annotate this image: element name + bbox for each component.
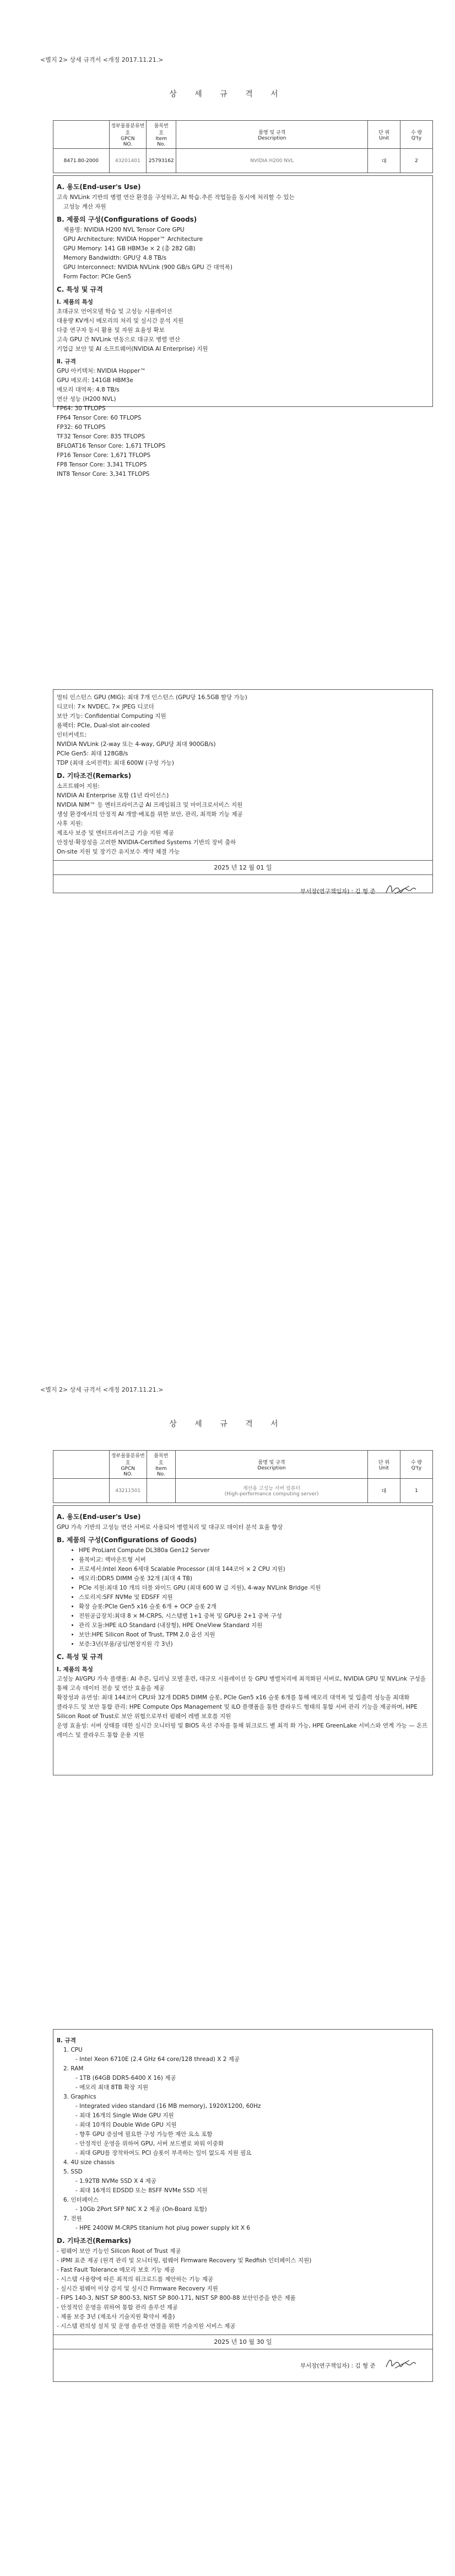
doc1-title: 상 세 규 격 서 xyxy=(169,90,286,99)
table-cell: 대 xyxy=(367,1479,400,1503)
list-item: • 보증:3년(부품/공임/현장지원 각 3년) xyxy=(79,1640,429,1649)
text-line: TF32 Tensor Core: 835 TFLOPS xyxy=(57,433,145,440)
table-header-cell: 수 량 Q'ty xyxy=(400,1451,432,1479)
doc2-body-page2 xyxy=(53,2029,433,2382)
table-cell: 43211501 xyxy=(109,1479,147,1503)
std-subtitle: Ⅱ. 규격 xyxy=(57,358,76,365)
list-item: - 메모리 최대 8TB 확장 지원 xyxy=(75,2084,149,2091)
text-line: FP8 Tensor Core: 3,341 TFLOPS xyxy=(57,461,147,468)
text-line: GPU 메모리: 141GB HBM3e xyxy=(57,377,133,384)
text-line: 제조사 보증 및 엔터프라이즈급 기술 지원 제공 xyxy=(57,830,174,836)
list-item: - 최대 10개의 Double Wide GPU 지원 xyxy=(75,2122,177,2128)
text-line: GPU Architecture: NVIDIA Hopper™ Architecture xyxy=(63,236,203,243)
list-item: • 스토리지:SFF NVMe 및 EDSFF 지원 xyxy=(79,1593,429,1602)
text-line: 다중 연구자 동시 활용 및 자원 효율성 확보 xyxy=(57,327,165,334)
signer-label: 부서장(연구책임자) : 김 형 준 xyxy=(300,888,376,895)
text-line: TDP (최대 소비전력): 최대 600W (구성 가능) xyxy=(57,760,174,766)
text-line: 안정성·확장성을 고려한 NVIDIA-Certified Systems 기반의 장비 출하 xyxy=(57,839,236,846)
remarks-title: D. 기타조건(Remarks) xyxy=(57,2237,132,2245)
list-heading: 4. 4U size chassis xyxy=(63,2159,115,2166)
table-cell: 계산용 고성능 서버 컴퓨터 (High-performance computing server) xyxy=(176,1479,368,1503)
text-line: 연산 성능 (H200 NVL) xyxy=(57,396,116,402)
text-line: - 안정적인 운영을 위하여 통합 관리 솔루션 제공 xyxy=(57,2304,178,2311)
text-para: 운영 효율성: 서버 상태를 대한 실시간 모니터링 및 BIOS 옥션 주차를 통해 워크로드 별 최적 화 가능, HPE GreenLake 서비스와 연계 가능 — 온프레미스 및 클라우드 통합 운용 지원 xyxy=(57,1722,428,1738)
text-line: NVIDIA NIM™ 등 엔터프라이즈급 AI 프레임워크 및 마이크로서비스 지원 xyxy=(57,802,243,808)
table-cell: 대 xyxy=(368,149,400,173)
signature-icon xyxy=(384,2357,417,2375)
text-line: 소프트웨어 지원: xyxy=(57,783,100,790)
text-line: 제품명: NVIDIA H200 NVL Tensor Core GPU xyxy=(63,227,185,233)
text-line: INT8 Tensor Core: 3,341 TFLOPS xyxy=(57,471,150,477)
text-line: On-site 지원 및 장기간 유지보수 계약 체결 가능 xyxy=(57,849,180,855)
spec-title: C. 특성 및 규격 xyxy=(57,286,103,293)
usage-title: A. 용도(End-user's Use) xyxy=(57,183,141,191)
text-line: - iPMI 표준 제공 (원격 관리 및 모니터링, 펌웨어 Firmware Recovery 및 Redfish 인터페이스 지원) xyxy=(57,2257,312,2264)
date: 2025 년 10 월 30 일 xyxy=(53,2334,432,2349)
list-heading: 2. RAM xyxy=(63,2065,84,2072)
std-subtitle: Ⅱ. 규격 xyxy=(57,2037,76,2044)
table-cell: 25793162 xyxy=(147,149,176,173)
table-cell: NVIDIA H200 NVL xyxy=(176,149,368,173)
signer-label: 부서장(연구책임자) : 김 형 준 xyxy=(300,2363,376,2369)
list-heading: 3. Graphics xyxy=(63,2094,96,2100)
list-item: - Intel Xeon 6710E (2.4 GHz 64 core/128 thread) X 2 제공 xyxy=(75,2056,240,2063)
text-line: Form Factor: PCIe Gen5 xyxy=(63,273,132,280)
doc1-body xyxy=(53,175,433,477)
text-line: FP64 Tensor Core: 60 TFLOPS xyxy=(57,415,142,421)
list-item: • 메모리:DDR5 DIMM 슬롯 32개 (최대 4 TB) xyxy=(79,1574,429,1584)
text-line: - FIPS 140-3, NIST SP 800-53, NIST SP 800-171, NIST SP 800-88 보안인증을 받은 제품 xyxy=(57,2295,296,2301)
text-line: GPU Interconnect: NVIDIA NVLink (900 GB/s GPU 간 대역폭) xyxy=(63,264,233,271)
list-heading: 6. 인터페이스 xyxy=(63,2197,99,2203)
text-line: 사후 지원: xyxy=(57,820,83,827)
table-header-cell: 품명 및 규격 Description xyxy=(176,1451,368,1479)
text-line: FP16 Tensor Core: 1,671 TFLOPS xyxy=(57,452,151,459)
text-line: NVIDIA AI Enterprise 포함 (1년 라이선스) xyxy=(57,792,169,799)
table-header-cell: 정부물품분류번호 GPCN NO. xyxy=(109,1451,147,1479)
config-title: B. 제품의 구성(Configurations of Goods) xyxy=(57,216,197,223)
table-header-cell: 품목번 호 Item No. xyxy=(147,121,176,149)
list-item: - 안정적인 운영을 위하여 GPU, 서버 보드별로 파워 이중화 xyxy=(75,2140,224,2147)
table-cell: 8471.80-2000 xyxy=(53,149,110,173)
list-item: • 프로세서:Intel Xeon 6세대 Scalable Processor (최대 144코어 × 2 CPU 지원) xyxy=(79,1565,429,1574)
std-list xyxy=(57,2046,429,2233)
feature-subtitle: Ⅰ. 제품의 특성 xyxy=(57,299,93,305)
doc2-body xyxy=(53,1505,433,1775)
list-item: • HPE ProLiant Compute DL380a Gen12 Server xyxy=(79,1546,429,1555)
doc1-body-page2 xyxy=(53,689,433,893)
text-line: GPU 가속 기반의 고성능 연산 서버로 사용되어 병렬처리 및 대규모 데이터 분석 효율 향상 xyxy=(57,1524,283,1531)
doc1-header: <별지 2> 상세 규격서 <개정 2017.11.21.> xyxy=(40,56,164,63)
text-line: 고속 NVLink 기반의 병렬 연산 환경을 구성하고, AI 학습․추론 작업들을 동시에 처리할 수 있는 xyxy=(57,194,295,201)
text-line: 생성 환경에서의 안정적 AI 개발·배포를 위한 보안, 관리, 최적화 기능 제공 xyxy=(57,811,243,818)
text-line: 대용량 KV캐시 메모리의 처리 및 실시간 분석 지원 xyxy=(57,318,184,324)
doc2-header: <별지 2> 상세 규격서 <개정 2017.11.21.> xyxy=(40,1386,164,1393)
table-header-cell: 품명 및 규격 Description xyxy=(176,121,368,149)
text-line: FP32: 60 TFLOPS xyxy=(57,424,106,431)
table-header-cell: 단 위 Unit xyxy=(367,1451,400,1479)
text-line: 디코더: 7× NVDEC, 7× JPEG 디코더 xyxy=(57,704,154,710)
list-item: - 향후 GPU 증설에 필요한 구성 가능한 제안 요소 포함 xyxy=(75,2131,213,2138)
table-header-cell: 단 위 Unit xyxy=(368,121,400,149)
table-cell xyxy=(147,1479,176,1503)
remarks-title: D. 기타조건(Remarks) xyxy=(57,772,132,780)
config-title: B. 제품의 구성(Configurations of Goods) xyxy=(57,1536,197,1544)
table-header-cell: 품목번 호 Item No. xyxy=(147,1451,176,1479)
list-item: • 관리 모듈:HPE iLO Standard (내장형), HPE OneView Standard 지원 xyxy=(79,1621,429,1630)
text-line: - Fast Fault Tolerance 메모리 보호 기능 제공 xyxy=(57,2267,175,2273)
table-cell: 2 xyxy=(400,149,433,173)
text-line: 보안 기능: Confidential Computing 지원 xyxy=(57,713,166,720)
list-item: • 전원공급장치:최대 8 × M-CRPS, 시스템별 1+1 중복 및 GPU용 2+1 중복 구성 xyxy=(79,1612,429,1621)
text-line: 기업급 보안 및 AI 소프트웨어(NVIDIA AI Enterprise) 지원 xyxy=(57,346,208,352)
text-line: FP64: 30 TFLOPS xyxy=(57,405,106,412)
signature-icon xyxy=(384,883,417,900)
text-line: - 펌웨어 보안 기능인 Silicon Root of Trust 제공 xyxy=(57,2248,181,2255)
text-line: Memory Bandwidth: GPU당 4.8 TB/s xyxy=(63,255,167,261)
doc2-title: 상 세 규 격 서 xyxy=(169,1420,286,1429)
text-line: - 제품 보증 3년 (제조사 기술지원 확약서 제출) xyxy=(57,2314,175,2320)
table-cell: 43201401 xyxy=(109,149,146,173)
list-item: • 확장 슬롯:PCIe Gen5 x16 슬롯 6개 + OCP 슬롯 2개 xyxy=(79,1602,429,1612)
signature-row xyxy=(57,875,429,905)
text-line: GPU Memory: 141 GB HBM3e × 2 (총 282 GB) xyxy=(63,245,196,252)
list-item: • PCIe 지원:최대 10 개의 더블 와이드 GPU (최대 600 W 급 지원), 4-way NVLink Bridge 지원 xyxy=(79,1584,429,1593)
text-line: - 시스템 사용량에 따른 최적의 워크로드를 제안하는 기능 제공 xyxy=(57,2276,214,2283)
date: 2025 년 12 월 01 일 xyxy=(53,860,432,875)
table-header-cell: 수 량 Q'ty xyxy=(400,121,433,149)
list-item: - Integrated video standard (16 MB memory), 1920X1200, 60Hz xyxy=(75,2103,261,2110)
text-line: 메모리 대역폭: 4.8 TB/s xyxy=(57,387,120,393)
table-header-cell xyxy=(53,121,110,149)
text-line: 인터커넥트: xyxy=(57,732,87,738)
config-list xyxy=(57,1546,429,1649)
text-line: 고속 GPU 간 NVLink 연동으로 대규모 병렬 연산 xyxy=(57,336,181,343)
list-heading: 5. SSD xyxy=(63,2169,83,2175)
list-item: - HPE 2400W M-CRPS titanium hot plug power supply kit X 6 xyxy=(75,2225,251,2231)
text-line: NVIDIA NVLink (2-way 또는 4-way, GPU당 최대 900GB/s) xyxy=(57,741,216,748)
signature-row xyxy=(57,2349,429,2379)
table-cell: 1 xyxy=(400,1479,432,1503)
list-item: • 보안:HPE Silicon Root of Trust, TPM 2.0 옵션 지원 xyxy=(79,1630,429,1640)
table-cell xyxy=(53,1479,110,1503)
doc1-spec-table xyxy=(53,120,433,173)
text-para: 고성능 AI/GPU 가속 플랫폼: AI 추론, 딥러닝 모델 훈련, 대규모 시뮬레이션 등 GPU 병렬처리에 최적화된 서버로, NVIDIA GPU 및 NVLink 구성을 통해 고속 데이터 전송 및 연산 효율을 제공 xyxy=(57,1676,426,1692)
text-line: BFLOAT16 Tensor Core: 1,671 TFLOPS xyxy=(57,443,166,449)
list-item: - 1.92TB NVMe SSD X 4 제공 xyxy=(75,2178,156,2185)
list-heading: 1. CPU xyxy=(63,2047,83,2053)
list-item: - 1TB (64GB DDR5-6400 X 16) 제공 xyxy=(75,2075,176,2081)
text-para: 확장성과 유연성: 최대 144코어 CPU와 32개 DDR5 DIMM 슬롯, PCIe Gen5 x16 슬롯 6개를 통해 메모리 대역폭 및 입출력 성능을 최대화 xyxy=(57,1694,410,1701)
text-para: 클라우드 및 보안 통합 관리: HPE Compute Ops Management 및 iLO 플랫폼을 통한 클라우드 형태의 통합 서버 관리 기능을 제공하며, HPE Silicon Root of Trust로 보안 위협으로부터 펌웨어 레벨 보호를 지원 xyxy=(57,1704,418,1720)
text-line: 초대규모 언어모델 학습 및 고성능 시뮬레이션 xyxy=(57,308,172,315)
text-line: PCIe Gen5: 최대 128GB/s xyxy=(57,750,128,757)
doc2-spec-table xyxy=(53,1450,433,1503)
feature-subtitle: Ⅰ. 제품의 특성 xyxy=(57,1666,93,1673)
spec-title: C. 특성 및 규격 xyxy=(57,1653,103,1661)
list-heading: 7. 전원 xyxy=(63,2215,82,2222)
list-item: - 최대 16개의 Single Wide GPU 지원 xyxy=(75,2112,174,2119)
text-line: GPU 아키텍처: NVIDIA Hopper™ xyxy=(57,368,146,374)
list-item: - 최대 GPU를 장착하여도 PCI 슬롯이 부족하는 일이 없도록 지원 필요 xyxy=(75,2150,252,2156)
list-item: - 최대 16개의 EDSDD 또는 8SFF NVMe SSD 지원 xyxy=(75,2187,208,2194)
text-line: 고성능 계산 자원 xyxy=(63,203,106,210)
table-header-cell: 정부물품분류번호 GPCN NO. xyxy=(109,121,146,149)
list-item: • 품목비교: 랙마운트형 서버 xyxy=(79,1555,429,1565)
text-line: - 시스템 편의성 설치 및 운영 솔루션 연결을 위한 기술지원 서비스 제공 xyxy=(57,2323,236,2330)
usage-title: A. 용도(End-user's Use) xyxy=(57,1513,141,1521)
text-line: 멀티 인스턴스 GPU (MIG): 최대 7개 인스턴스 (GPU당 16.5GB 할당 가능) xyxy=(57,694,247,701)
text-line: - 실시간 펌웨어 이상 감지 및 실시간 Firmware Recovery 지원 xyxy=(57,2285,218,2292)
text-line: 폼팩터: PCIe, Dual-slot air-cooled xyxy=(57,722,150,729)
list-item: - 10Gb 2Port SFP NIC X 2 제공 (On-Board 포함) xyxy=(75,2206,207,2213)
table-header-cell xyxy=(53,1451,110,1479)
